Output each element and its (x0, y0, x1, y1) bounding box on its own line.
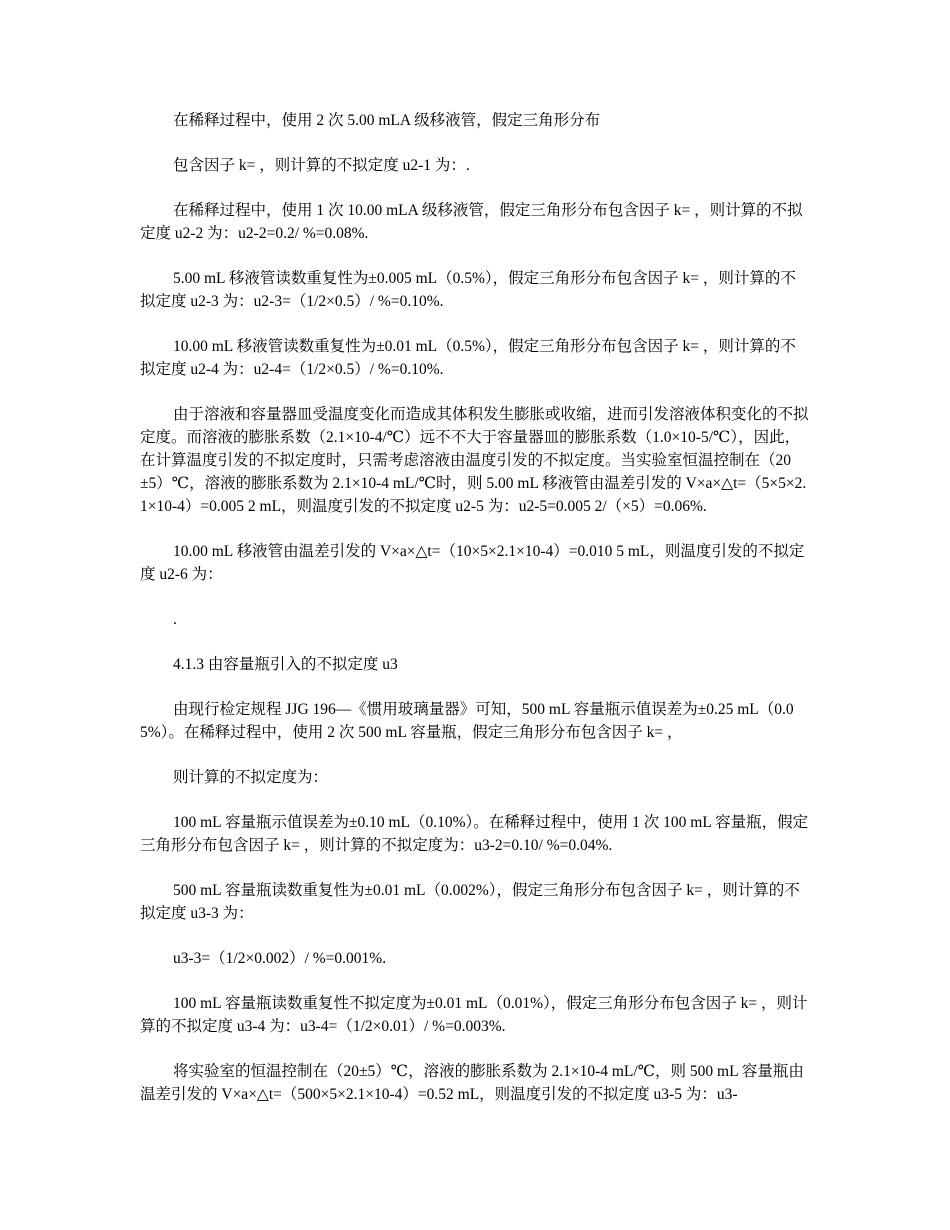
paragraph-u2-3: 5.00 mL 移液管读数重复性为±0.005 mL（0.5%），假定三角形分布包含因子 k= ，则计算的不拟定度 u2-3 为：u2-3=（1/2×0.5）/ %=0.10%. (140, 270, 796, 310)
paragraph-u3-5-temperature: 将实验室的恒温控制在（20±5）℃，溶液的膨胀系数为 2.1×10-4 mL/℃，则 500 mL 容量瓶由温差引发的 V×a×△t=（500×5×2.1×10-4）=0.52 mL，则温度引发的不拟定度 u3-5 为：u3- (140, 1063, 804, 1103)
paragraph-period: . (173, 611, 177, 628)
section-heading-u3: 4.1.3 由容量瓶引入的不拟定度 u3 (173, 656, 398, 673)
paragraph-u3-4: 100 mL 容量瓶读数重复性不拟定度为±0.01 mL（0.01%），假定三角形分布包含因子 k= ，则计算的不拟定度 u3-4 为：u3-4=（1/2×0.01）/ %=0.003%. (140, 995, 808, 1035)
paragraph-u2-4: 10.00 mL 移液管读数重复性为±0.01 mL（0.5%），假定三角形分布包含因子 k= ，则计算的不拟定度 u2-4 为：u2-4=（1/2×0.5）/ %=0.10%. (140, 338, 796, 378)
paragraph-u2-6: 10.00 mL 移液管由温差引发的 V×a×△t=（10×5×2.1×10-4）=0.010 5 mL，则温度引发的不拟定度 u2-6 为： (140, 543, 805, 583)
paragraph-u3-3-intro: 500 mL 容量瓶读数重复性为±0.01 mL（0.002%），假定三角形分布包含因子 k= ，则计算的不拟定度 u3-3 为： (140, 882, 800, 922)
paragraph-pipette-5ml-usage: 在稀释过程中，使用 2 次 5.00 mLA 级移液管，假定三角形分布 (173, 112, 601, 129)
paragraph-u2-2: 在稀释过程中，使用 1 次 10.00 mLA 级移液管，假定三角形分布包含因子 k= ，则计算的不拟定度 u2-2 为：u2-2=0.2/ %=0.08%. (140, 202, 803, 242)
paragraph-u3-2: 100 mL 容量瓶示值误差为±0.10 mL（0.10%）。在稀释过程中，使用 1 次 100 mL 容量瓶，假定三角形分布包含因子 k= ，则计算的不拟定度为：u3-2=0.10/ %=0.04%. (140, 814, 809, 854)
paragraph-u3-3-formula: u3-3=（1/2×0.002）/ %=0.001%. (173, 950, 387, 967)
paragraph-u3-1: 则计算的不拟定度为： (173, 769, 329, 786)
paragraph-u2-5-temperature: 由于溶液和容量器皿受温度变化而造成其体积发生膨胀或收缩，进而引发溶液体积变化的不拟定度。而溶液的膨胀系数（2.1×10-4/℃）远不不大于容量器皿的膨胀系数（1.0×10-5/℃），因此，在计算温度引发的不拟定度时，只需考虑溶液由温度引发的不拟定度。当实验室恒温控制在（20±5）℃，溶液的膨胀系数为 2.1×10-4 mL/℃时，则 5.00 mL 移液管由温差引发的 V×a×△t=（5×5×2.1×10-4）=0.005 2 mL，则温度引发的不拟定度 u2-5 为：u2-5=0.005 2/（×5）=0.06%. (140, 406, 809, 515)
paragraph-u2-1: 包含因子 k= ，则计算的不拟定度 u2-1 为：. (173, 157, 470, 174)
paragraph-flask-500ml-error: 由现行检定规程 JJG 196—《惯用玻璃量器》可知，500 mL 容量瓶示值误差为±0.25 mL（0.05%）。在稀释过程中，使用 2 次 500 mL 容量瓶，假定三角形分布包含因子 k= ， (140, 701, 794, 741)
